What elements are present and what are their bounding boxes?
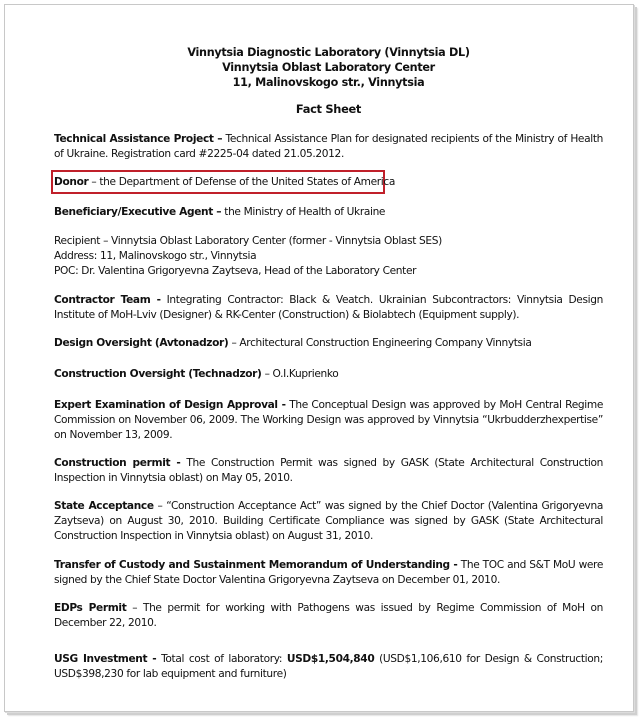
recipient-poc: POC: Dr. Valentina Grigoryevna Zaytseva, Head of the Laboratory Center bbox=[54, 265, 417, 277]
section-construction-oversight bbox=[54, 367, 603, 382]
section-label: Design Oversight (Avtonadzor) bbox=[54, 337, 229, 349]
section-text: – “Construction Acceptance Act” was signed by the Chief Doctor (Valentina Grigoryevna Zaytseva) on August 30, 2010. Building Certificate Compliance was signed by GASK (State Architectural Construction Inspection in Vinnytsia oblast) on August 31, 2010. bbox=[54, 500, 603, 542]
section-recipient bbox=[54, 234, 603, 279]
section-transfer-of-custody bbox=[54, 558, 603, 588]
section-label: Transfer of Custody and Sustainment Memorandum of Understanding - bbox=[54, 559, 458, 571]
section-label: Expert Examination of Design Approval - bbox=[54, 399, 286, 411]
recipient-address: Address: 11, Malinovskogo str., Vinnytsia bbox=[54, 250, 257, 262]
section-usg-investment bbox=[54, 652, 603, 682]
section-edps-permit bbox=[54, 601, 603, 631]
section-label: Technical Assistance Project – bbox=[54, 133, 223, 145]
section-text: – O.I.Kuprienko bbox=[261, 368, 339, 380]
section-text: – The permit for working with Pathogens was issued by Regime Commission of MoH on December 22, 2010. bbox=[54, 602, 603, 629]
section-text: The TOC and S&T MoU were signed by the Chief State Doctor Valentina Grigoryevna Zaytseva on December 01, 2010. bbox=[54, 559, 604, 586]
section-text: – the Department of Defense of the United States of America bbox=[88, 176, 395, 188]
section-text-breakdown: (USD$1,106,610 for Design & Construction; USD$398,230 for lab equipment and furniture) bbox=[54, 653, 603, 680]
section-contractor-team bbox=[54, 293, 603, 323]
section-text: The Conceptual Design was approved by MoH Central Regime Commission on November 06, 2009. The Working Design was approved by Vinnytsia “Ukrbudderzhexpertise” on November 13, 2009. bbox=[54, 399, 603, 441]
section-text: the Ministry of Health of Ukraine bbox=[221, 206, 386, 218]
total-cost-value: USD$1,504,840 bbox=[286, 653, 375, 665]
section-text: Technical Assistance Plan for designated recipients of the Ministry of Health of Ukraine. Registration card #2225-04 dated 21.05.2012. bbox=[54, 133, 604, 160]
document-page bbox=[4, 4, 634, 712]
section-expert-examination bbox=[54, 398, 603, 443]
section-design-oversight bbox=[54, 336, 603, 351]
section-donor bbox=[54, 175, 603, 190]
recipient-line: Recipient – Vinnytsia Oblast Laboratory Center (former - Vinnytsia Oblast SES) bbox=[54, 235, 442, 247]
section-text: Integrating Contractor: Black & Veatch. Ukrainian Subcontractors: Vinnytsia Design Institute of MoH-Lviv (Designer) & RK-Center (Construction) & Biolabtech (Equipment supply). bbox=[54, 294, 603, 321]
header-center-name: Vinnytsia Oblast Laboratory Center bbox=[222, 61, 435, 74]
section-technical-assistance bbox=[54, 132, 603, 162]
section-text: The Construction Permit was signed by GASK (State Architectural Construction Inspection in Vinnytsia oblast) on May 05, 2010. bbox=[54, 457, 603, 484]
document-title: Fact Sheet bbox=[295, 102, 362, 116]
document-header bbox=[54, 45, 603, 90]
section-label: Construction permit - bbox=[54, 457, 181, 469]
section-label: USG Investment - bbox=[54, 653, 157, 665]
section-state-acceptance bbox=[54, 499, 603, 544]
section-label: Beneficiary/Executive Agent – bbox=[54, 206, 222, 218]
header-lab-name: Vinnytsia Diagnostic Laboratory (Vinnytsia DL) bbox=[187, 46, 470, 59]
section-label: Contractor Team - bbox=[54, 294, 161, 306]
section-label: Donor bbox=[54, 176, 89, 188]
section-construction-permit bbox=[54, 456, 603, 486]
section-label: State Acceptance bbox=[54, 500, 154, 512]
section-label: EDPs Permit bbox=[54, 602, 127, 614]
section-text: – Architectural Construction Engineering Company Vinnytsia bbox=[228, 337, 532, 349]
section-beneficiary bbox=[54, 205, 603, 220]
header-address: 11, Malinovskogo str., Vinnytsia bbox=[232, 76, 425, 89]
section-label: Construction Oversight (Technadzor) bbox=[54, 368, 262, 380]
section-text: Total cost of laboratory: bbox=[156, 653, 287, 665]
